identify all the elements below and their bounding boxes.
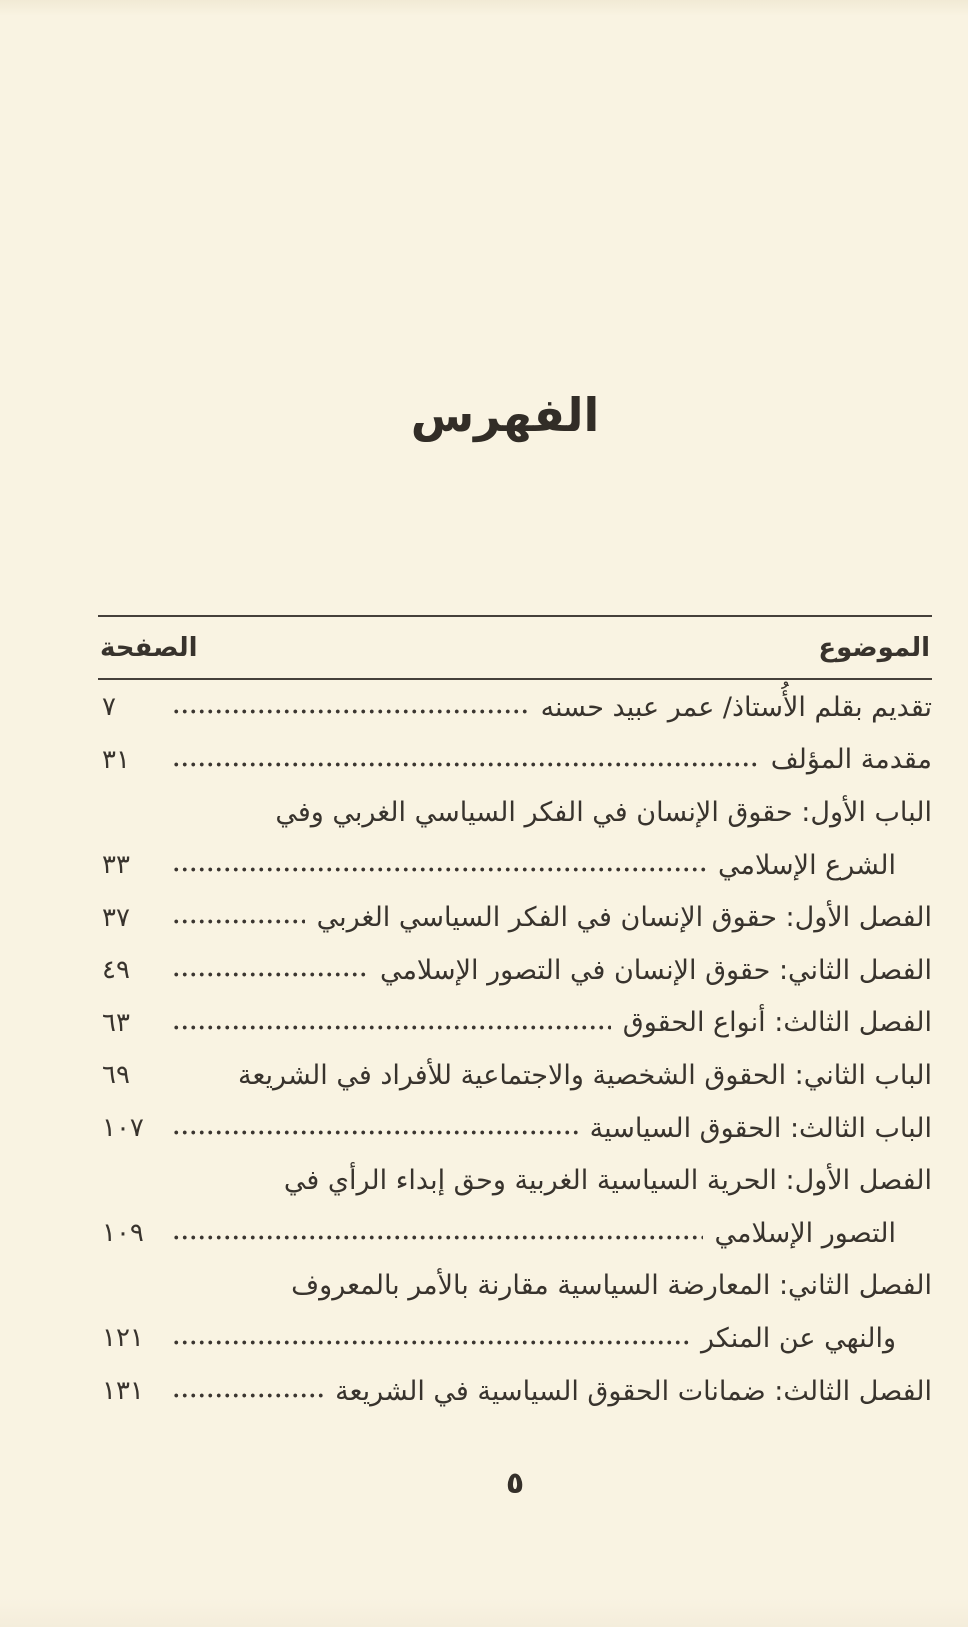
toc-entry-title: الفصل الأول: حقوق الإنسان في الفكر السياسي الغربي bbox=[316, 902, 932, 934]
dot-leader bbox=[172, 1207, 703, 1260]
toc-entry-title: الفصل الثالث: أنواع الحقوق bbox=[622, 1007, 932, 1039]
toc-header-subject-label: الموضوع bbox=[818, 632, 930, 663]
toc-entry-title: الفصل الثالث: ضمانات الحقوق السياسية في الشريعة bbox=[335, 1375, 932, 1407]
toc-entry-page-number: ٦٩ bbox=[102, 1060, 130, 1091]
toc-entry-row bbox=[98, 734, 932, 787]
dot-leader bbox=[172, 1312, 689, 1365]
toc-entry-row bbox=[98, 1365, 932, 1418]
dot-leader bbox=[172, 944, 368, 997]
toc-entry-title: التصور الإسلامي bbox=[714, 1217, 896, 1249]
toc-entry-row bbox=[98, 1049, 932, 1102]
toc-header bbox=[98, 615, 932, 680]
toc-entry-page-number: ٤٩ bbox=[102, 955, 130, 986]
toc-entry-row bbox=[98, 1102, 932, 1155]
dot-leader bbox=[172, 839, 706, 892]
toc-entry-page-number: ٣٧ bbox=[102, 902, 130, 933]
toc-entry-page-number: ١٢١ bbox=[102, 1323, 144, 1354]
toc-entry-title: الفصل الأول: الحرية السياسية الغربية وحق إبداء الرأي في bbox=[283, 1165, 932, 1197]
footer-page-number: ٥ bbox=[505, 1466, 525, 1501]
toc-header-page-label: الصفحة bbox=[100, 632, 198, 663]
toc-entry-page-number: ١٣١ bbox=[102, 1376, 144, 1407]
dot-leader bbox=[172, 734, 759, 787]
toc-entry-row bbox=[98, 839, 932, 892]
toc-entry-row bbox=[98, 891, 932, 944]
toc-entry-row bbox=[98, 786, 932, 839]
toc-entry-row bbox=[98, 944, 932, 997]
toc-entry-row bbox=[98, 1312, 932, 1365]
toc-entry-page-number: ٧ bbox=[102, 692, 116, 723]
dot-leader bbox=[172, 997, 611, 1050]
dot-leader bbox=[172, 681, 529, 734]
dot-leader bbox=[172, 1365, 323, 1418]
toc-list bbox=[98, 681, 932, 1417]
toc-entry-page-number: ٣٣ bbox=[102, 850, 130, 881]
toc-entry-page-number: ١٠٧ bbox=[102, 1113, 144, 1144]
toc-entry-title: مقدمة المؤلف bbox=[770, 744, 932, 776]
toc-entry-page-number: ٦٣ bbox=[102, 1007, 130, 1038]
toc-entry-title: الباب الثالث: الحقوق السياسية bbox=[589, 1112, 932, 1144]
toc-entry-title: والنهي عن المنكر bbox=[701, 1322, 896, 1354]
dot-leader bbox=[172, 1102, 578, 1155]
toc-entry-title: الفصل الثاني: المعارضة السياسية مقارنة بالأمر بالمعروف bbox=[291, 1270, 932, 1302]
toc-entry-title: الفصل الثاني: حقوق الإنسان في التصور الإسلامي bbox=[379, 954, 932, 986]
toc-entry-title: الشرع الإسلامي bbox=[717, 849, 896, 881]
dot-leader bbox=[172, 891, 305, 944]
toc-entry-title: الباب الثاني: الحقوق الشخصية والاجتماعية للأفراد في الشريعة bbox=[238, 1059, 932, 1091]
dot-leader bbox=[172, 1049, 226, 1102]
toc-entry-row bbox=[98, 1154, 932, 1207]
toc-entry-page-number: ١٠٩ bbox=[102, 1218, 144, 1249]
toc-entry-row bbox=[98, 1260, 932, 1313]
toc-entry-row bbox=[98, 997, 932, 1050]
toc-entry-row bbox=[98, 1207, 932, 1260]
toc-entry-page-number: ٣١ bbox=[102, 744, 130, 775]
toc-entry-title: الباب الأول: حقوق الإنسان في الفكر السياسي الغربي وفي bbox=[275, 796, 932, 828]
toc-entry-title: تقديم بقلم الأُستاذ/ عمر عبيد حسنه bbox=[540, 691, 932, 723]
toc-entry-row bbox=[98, 681, 932, 734]
page-title: الفهرس bbox=[410, 388, 600, 442]
